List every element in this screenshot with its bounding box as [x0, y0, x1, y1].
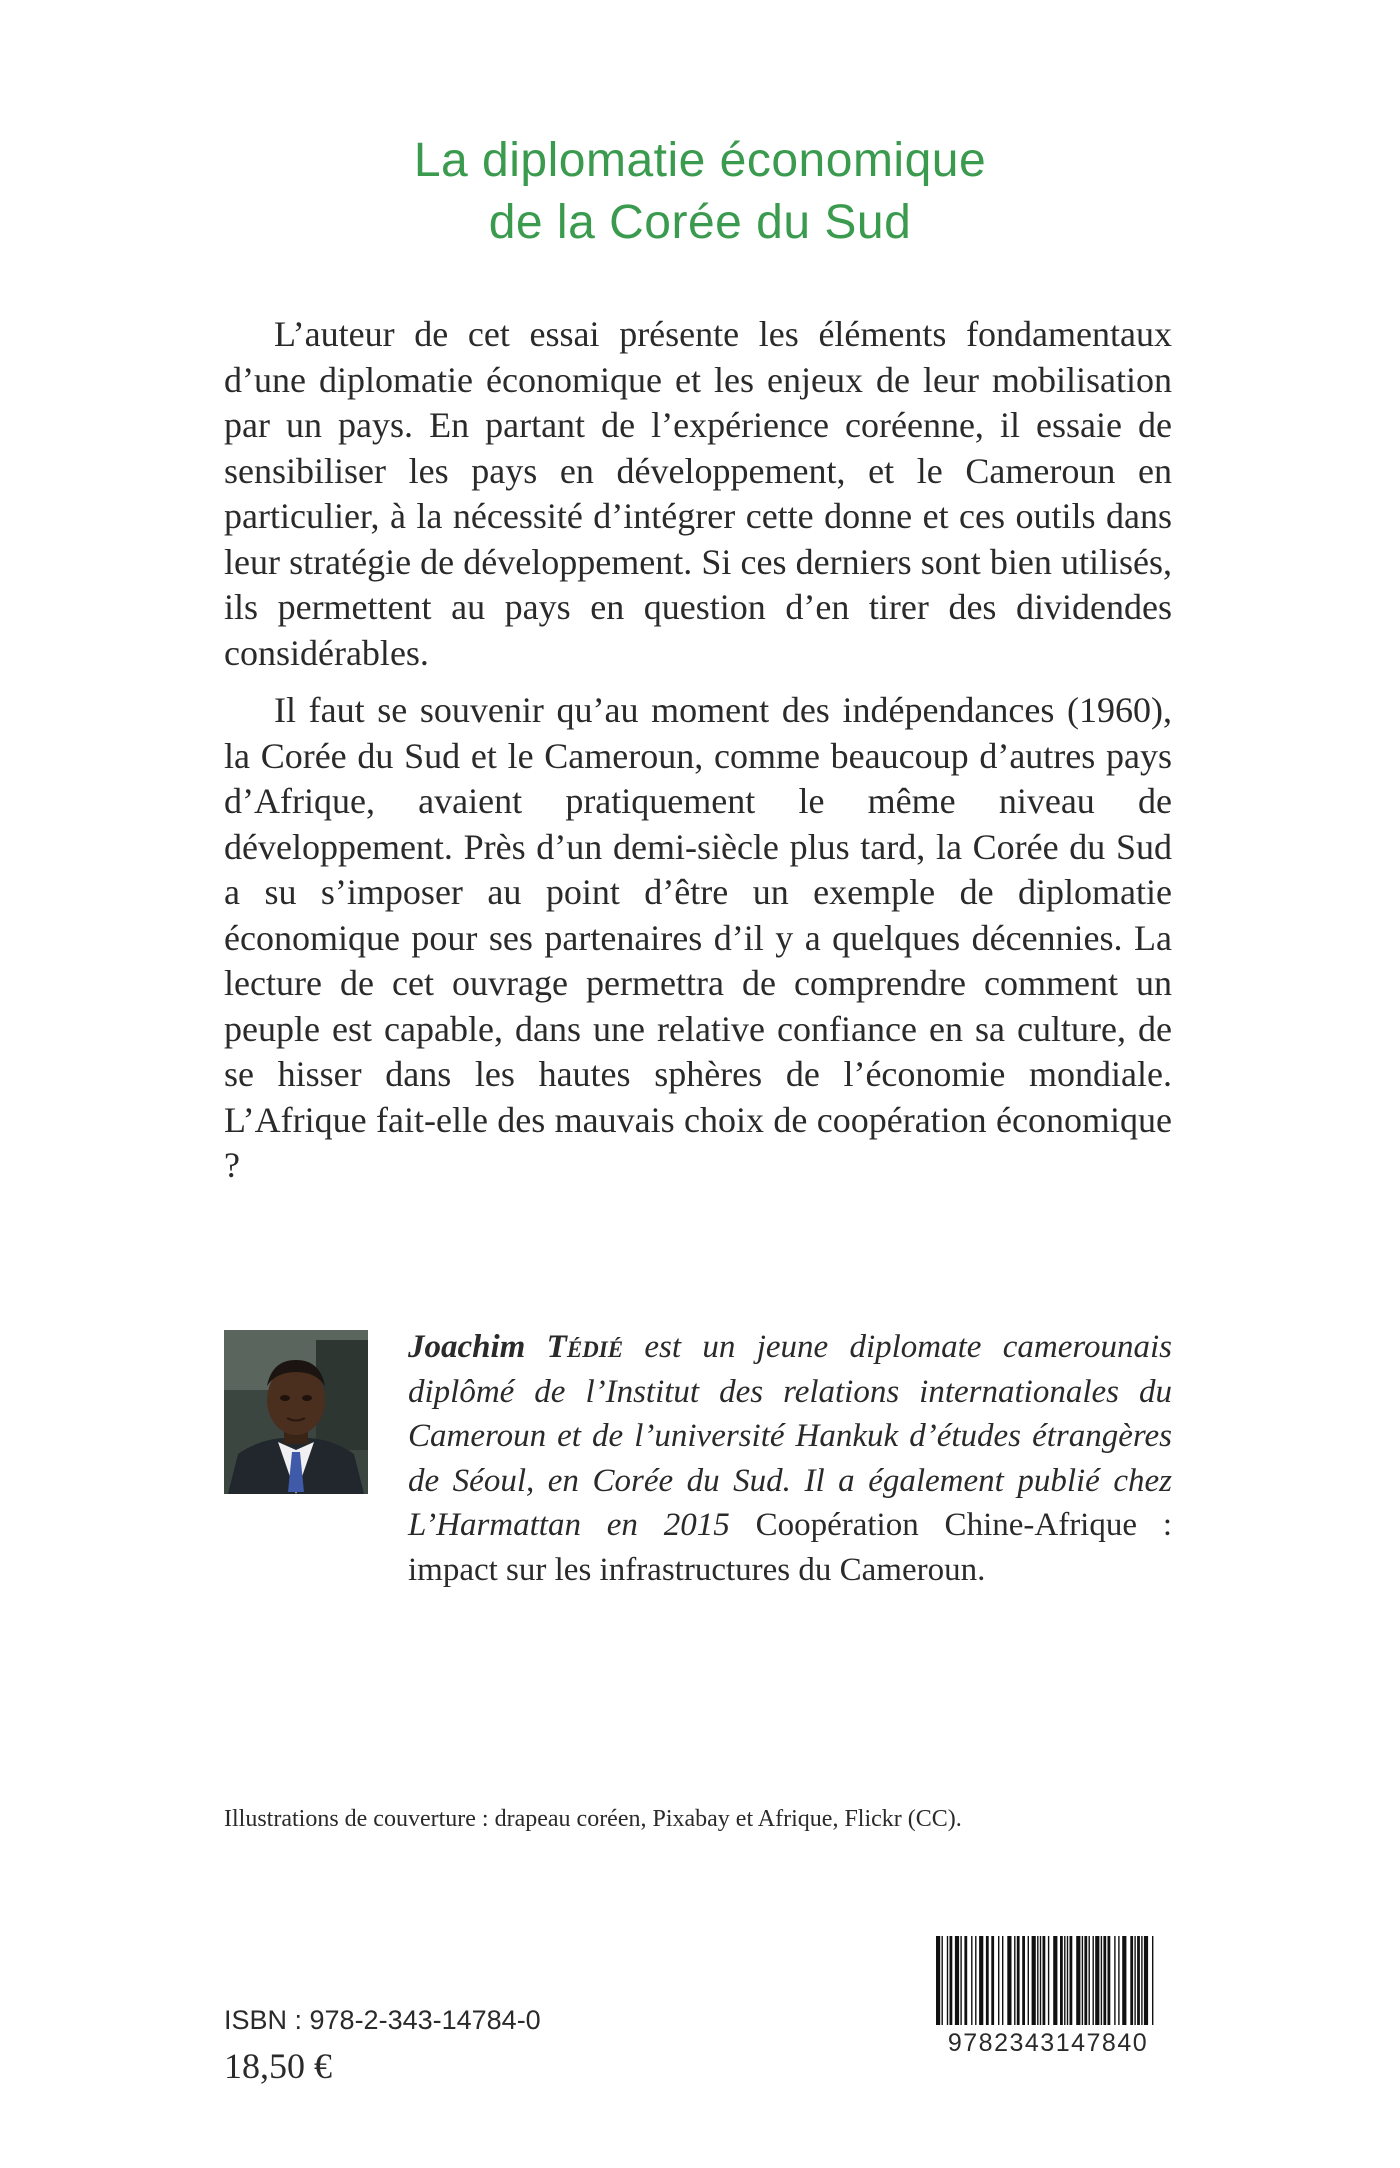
author-first-name: Joachim — [408, 1329, 526, 1365]
author-last-name: Tédié — [546, 1329, 624, 1365]
isbn: ISBN : 978-2-343-14784-0 — [224, 2005, 541, 2035]
author-photo — [224, 1330, 368, 1494]
barcode-bar — [1134, 1936, 1135, 2028]
barcode-bar — [1093, 1936, 1094, 2028]
barcode-bar — [1053, 1936, 1057, 2028]
barcode-bar — [1122, 1936, 1126, 2028]
barcode-bar — [991, 1936, 994, 2028]
barcode-bar — [986, 1936, 989, 2028]
barcode-bar — [1064, 1936, 1065, 2028]
book-title-line-1: La diplomatie économique — [413, 134, 987, 187]
barcode-bar — [971, 1936, 972, 2028]
barcode-bar — [1095, 1936, 1099, 2028]
barcode-bar — [1014, 1936, 1015, 2028]
barcode-bar — [1103, 1936, 1106, 2028]
barcode-bar — [1007, 1936, 1011, 2028]
barcode-bar — [1028, 1936, 1029, 2028]
author-other-book-title: Coopération Chine-Afrique : impact sur les infrastructures du Cameroun. — [408, 1507, 1172, 1588]
barcode-bar — [950, 1936, 953, 2028]
barcode-bar — [1114, 1936, 1115, 2028]
barcode-bar — [1043, 1936, 1046, 2028]
author-portrait-image — [224, 1330, 368, 1494]
barcode-bar — [1101, 1936, 1102, 2028]
author-name — [408, 1329, 623, 1365]
author-bio-text: est un jeune diplomate camerounais diplômé de l’Institut des relations internationales du Cameroun et de l’université Hankuk d’études étrangères de Séoul, en Corée du Sud. Il a également publié chez L’Harmattan en 2015 — [408, 1329, 1173, 1543]
book-title-line-2: de la Corée du Sud — [488, 196, 912, 249]
barcode-bar — [1032, 1936, 1036, 2028]
barcode-bar — [1022, 1936, 1025, 2028]
barcode-bar — [1060, 1936, 1063, 2028]
barcode-bar — [1141, 1936, 1142, 2028]
barcode-bar — [1144, 1936, 1148, 2028]
barcode-bar — [1067, 1936, 1068, 2028]
barcode-bar — [964, 1936, 967, 2028]
barcode-bar — [1040, 1936, 1041, 2028]
barcode-bar — [1089, 1936, 1090, 2028]
price: 18,50 € — [224, 2046, 332, 2086]
book-title — [0, 130, 1400, 254]
barcode-bar — [1118, 1936, 1119, 2028]
barcode-bar — [960, 1936, 961, 2028]
author-bio — [408, 1325, 1172, 1592]
barcode-digits: 9782343147840 — [936, 2025, 1160, 2061]
barcode-bar — [979, 1936, 983, 2028]
barcode-bar — [1037, 1936, 1038, 2028]
barcode-bar — [1108, 1936, 1111, 2028]
cover-credits: Illustrations de couverture : drapeau coréen, Pixabay et Afrique, Flickr (CC). — [224, 1806, 962, 1832]
barcode-bar — [1002, 1936, 1003, 2028]
barcode-bar — [947, 1936, 948, 2028]
barcode-bar — [998, 1936, 999, 2028]
book-blurb — [224, 312, 1172, 1189]
barcode-bar — [1082, 1936, 1083, 2028]
barcode-bar — [1084, 1936, 1087, 2028]
barcode-bar — [1048, 1936, 1049, 2028]
barcode-bar — [1130, 1936, 1133, 2028]
barcode-bar — [1137, 1936, 1140, 2028]
blurb-paragraph-2: Il faut se souvenir qu’au moment des indépendances (1960), la Corée du Sud et le Cameroun, comme beaucoup d’autres pays d’Afrique, avaient pratiquement le même niveau de développement. Près d’un demi-siècle plus tard, la Corée du Sud a su s’imposer au point d’être un exemple de diplomatie économique pour ses partenaires d’il y a quelques décennies. La lecture de cet ouvrage permettra de comprendre comment un peuple est capable, dans une relative confiance en sa culture, de se hisser dans les hautes sphères de l’économie mondiale. L’Afrique fait-elle des mauvais choix de coopération économique ? — [224, 690, 1172, 1185]
blurb-paragraph-1: L’auteur de cet essai présente les éléments fondamentaux d’une diplomatie économique et les enjeux de leur mobilisation par un pays. En partant de l’expérience coréenne, il essaie de sensibiliser les pays en développement, et le Cameroun en particulier, à la nécessité d’intégrer cette donne et ces outils dans leur stratégie de développement. Si ces derniers sont bien utilisés, ils permettent au pays en question d’en tirer des dividendes considérables. — [224, 314, 1172, 673]
barcode-bar — [1017, 1936, 1020, 2028]
barcode-bar — [975, 1936, 976, 2028]
barcode-bar — [955, 1936, 959, 2028]
